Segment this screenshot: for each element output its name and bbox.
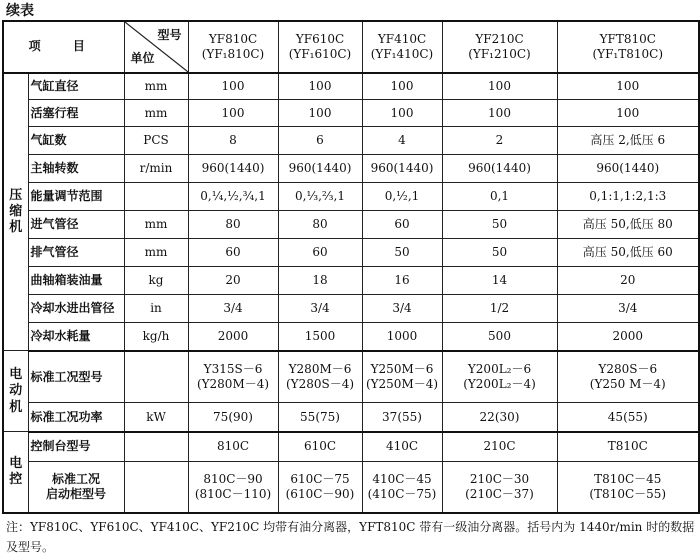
- table-row: [3, 295, 699, 323]
- table-row: [3, 100, 699, 127]
- model-main: YF810C: [208, 31, 258, 46]
- value-cell: 960(1440): [557, 155, 699, 183]
- value-line: (610C－90): [285, 486, 355, 501]
- value-line: Y280S－6: [598, 362, 658, 377]
- model-header: [442, 21, 557, 73]
- value-line: 810C－90: [203, 471, 263, 486]
- value-line: (Y280S－4): [285, 377, 355, 392]
- param-label: 标准工况型号: [28, 351, 124, 403]
- model-alt: (YF₁810C): [201, 46, 265, 61]
- model-label: 型号: [157, 28, 182, 42]
- param-label: 排气管径: [28, 239, 124, 267]
- value-cell: [557, 461, 699, 513]
- value-cell: 37(55): [362, 403, 442, 432]
- value-cell: 1500: [278, 323, 362, 351]
- value-line: Y200L₂－6: [467, 362, 532, 377]
- value-cell: 960(1440): [278, 155, 362, 183]
- value-cell: 高压 50,低压 80: [557, 211, 699, 239]
- unit-cell: [124, 351, 188, 403]
- value-cell: [557, 351, 699, 403]
- unit-cell: [124, 461, 188, 513]
- value-cell: 960(1440): [442, 155, 557, 183]
- model-header: [188, 21, 278, 73]
- value-cell: T810C: [557, 432, 699, 461]
- value-cell: 4: [362, 127, 442, 155]
- corner-cell: [124, 21, 188, 73]
- value-cell: [188, 461, 278, 513]
- unit-cell: mm: [124, 73, 188, 100]
- param-label: 气缸直径: [28, 73, 124, 100]
- value-cell: 80: [188, 211, 278, 239]
- value-cell: 960(1440): [362, 155, 442, 183]
- value-cell: [188, 351, 278, 403]
- item-header: 项 目: [3, 21, 124, 73]
- unit-cell: r/min: [124, 155, 188, 183]
- value-cell: 55(75): [278, 403, 362, 432]
- table-row: [3, 73, 699, 100]
- model-main: YF610C: [295, 31, 345, 46]
- value-cell: 1000: [362, 323, 442, 351]
- table-row: [3, 183, 699, 211]
- value-cell: 210C: [442, 432, 557, 461]
- value-cell: 3/4: [188, 295, 278, 323]
- table-row: [3, 239, 699, 267]
- table-row: [3, 432, 699, 461]
- value-cell: 100: [557, 73, 699, 100]
- model-alt: (YF₁210C): [468, 46, 531, 61]
- value-cell: 60: [362, 211, 442, 239]
- value-line: 610C－75: [290, 471, 350, 486]
- value-line: 410C－45: [372, 471, 432, 486]
- header-row: [3, 21, 699, 73]
- value-cell: 960(1440): [188, 155, 278, 183]
- value-cell: 2000: [188, 323, 278, 351]
- unit-cell: [124, 432, 188, 461]
- table-row: [3, 155, 699, 183]
- table-row: [3, 127, 699, 155]
- model-main: YFT810C: [599, 31, 656, 46]
- value-cell: [362, 461, 442, 513]
- value-cell: 0,⅓,⅔,1: [278, 183, 362, 211]
- value-cell: 3/4: [278, 295, 362, 323]
- unit-cell: PCS: [124, 127, 188, 155]
- value-cell: 0,1: [442, 183, 557, 211]
- param-label: 冷却水进出管径: [28, 295, 124, 323]
- value-line: (Y200L₂－4): [463, 377, 536, 392]
- value-cell: 16: [362, 267, 442, 295]
- value-cell: 22(30): [442, 403, 557, 432]
- value-cell: 60: [188, 239, 278, 267]
- param-label: 冷却水耗量: [28, 323, 124, 351]
- value-line: (Y280M－4): [196, 377, 270, 392]
- param-label: 主轴转数: [28, 155, 124, 183]
- unit-cell: mm: [124, 211, 188, 239]
- value-cell: 3/4: [557, 295, 699, 323]
- unit-cell: kg/h: [124, 323, 188, 351]
- param-label: 控制台型号: [28, 432, 124, 461]
- model-main: YF410C: [377, 31, 427, 46]
- table-row: [3, 211, 699, 239]
- value-cell: 0,1:1,1:2,1:3: [557, 183, 699, 211]
- value-cell: 100: [188, 100, 278, 127]
- value-cell: 高压 50,低压 60: [557, 239, 699, 267]
- value-cell: 100: [278, 100, 362, 127]
- param-label: 标准工况功率: [28, 403, 124, 432]
- value-line: (Y250M－4): [365, 377, 439, 392]
- value-cell: 0,¼,½,¾,1: [188, 183, 278, 211]
- param-label: 能量调节范围: [28, 183, 124, 211]
- param-label: 进气管径: [28, 211, 124, 239]
- value-cell: 18: [278, 267, 362, 295]
- value-cell: 8: [188, 127, 278, 155]
- value-line: (T810C－55): [589, 486, 667, 501]
- value-cell: 80: [278, 211, 362, 239]
- model-header: [278, 21, 362, 73]
- value-cell: 2: [442, 127, 557, 155]
- unit-cell: [124, 183, 188, 211]
- value-cell: 100: [278, 73, 362, 100]
- spec-table: [2, 20, 700, 514]
- value-cell: [278, 461, 362, 513]
- value-cell: [442, 461, 557, 513]
- unit-cell: mm: [124, 100, 188, 127]
- value-cell: 6: [278, 127, 362, 155]
- value-cell: 100: [442, 100, 557, 127]
- unit-cell: kg: [124, 267, 188, 295]
- value-line: 210C－30: [469, 471, 530, 486]
- value-line: Y315S－6: [203, 362, 263, 377]
- table-row: [3, 403, 699, 432]
- model-alt: (YF₁610C): [288, 46, 352, 61]
- param-label: 标准工况 启动柜型号: [28, 461, 124, 513]
- param-label: 气缸数: [28, 127, 124, 155]
- value-cell: 1/2: [442, 295, 557, 323]
- model-header: [362, 21, 442, 73]
- value-cell: 0,½,1: [362, 183, 442, 211]
- page-title: 续表: [6, 3, 34, 19]
- value-cell: 100: [557, 100, 699, 127]
- value-cell: 高压 2,低压 6: [557, 127, 699, 155]
- value-line: Y250M－6: [370, 362, 434, 377]
- table-row: [3, 267, 699, 295]
- model-header: [557, 21, 699, 73]
- value-cell: 50: [442, 211, 557, 239]
- value-cell: 45(55): [557, 403, 699, 432]
- value-cell: 410C: [362, 432, 442, 461]
- model-alt: (YF₁T810C): [592, 46, 663, 61]
- value-cell: 20: [188, 267, 278, 295]
- value-cell: 100: [442, 73, 557, 100]
- group-control: 电控: [3, 432, 28, 513]
- value-cell: 100: [362, 100, 442, 127]
- footnote: 注：YF810C、YF610C、YF410C、YF210C 均带有油分离器，YFT810C 带有一级油分离器。括号内为 1440r/min 时的数据及型号。: [6, 520, 695, 554]
- value-cell: 20: [557, 267, 699, 295]
- value-cell: 50: [362, 239, 442, 267]
- value-cell: 60: [278, 239, 362, 267]
- unit-cell: mm: [124, 239, 188, 267]
- value-cell: 810C: [188, 432, 278, 461]
- unit-label: 单位: [130, 50, 155, 65]
- value-cell: 75(90): [188, 403, 278, 432]
- unit-cell: in: [124, 295, 188, 323]
- param-label: 曲轴箱装油量: [28, 267, 124, 295]
- table-row: [3, 461, 699, 513]
- value-cell: 610C: [278, 432, 362, 461]
- value-cell: 2000: [557, 323, 699, 351]
- value-cell: 500: [442, 323, 557, 351]
- value-cell: 100: [362, 73, 442, 100]
- value-cell: 100: [188, 73, 278, 100]
- table-row: [3, 323, 699, 351]
- table-row: [3, 351, 699, 403]
- value-cell: [442, 351, 557, 403]
- value-cell: 50: [442, 239, 557, 267]
- param-label: 活塞行程: [28, 100, 124, 127]
- value-line: (210C－37): [465, 486, 534, 501]
- value-line: (810C－110): [194, 486, 272, 501]
- value-cell: 3/4: [362, 295, 442, 323]
- model-alt: (YF₁410C): [370, 46, 434, 61]
- group-motor: 电动机: [3, 351, 28, 432]
- value-line: (410C－75): [367, 486, 437, 501]
- value-line: T810C－45: [594, 471, 662, 486]
- group-compressor: 压缩机: [3, 73, 28, 351]
- value-cell: [278, 351, 362, 403]
- value-line: (Y250 M－4): [589, 377, 666, 392]
- value-line: Y280M－6: [288, 362, 352, 377]
- value-cell: 14: [442, 267, 557, 295]
- unit-cell: kW: [124, 403, 188, 432]
- model-main: YF210C: [475, 31, 524, 46]
- value-cell: [362, 351, 442, 403]
